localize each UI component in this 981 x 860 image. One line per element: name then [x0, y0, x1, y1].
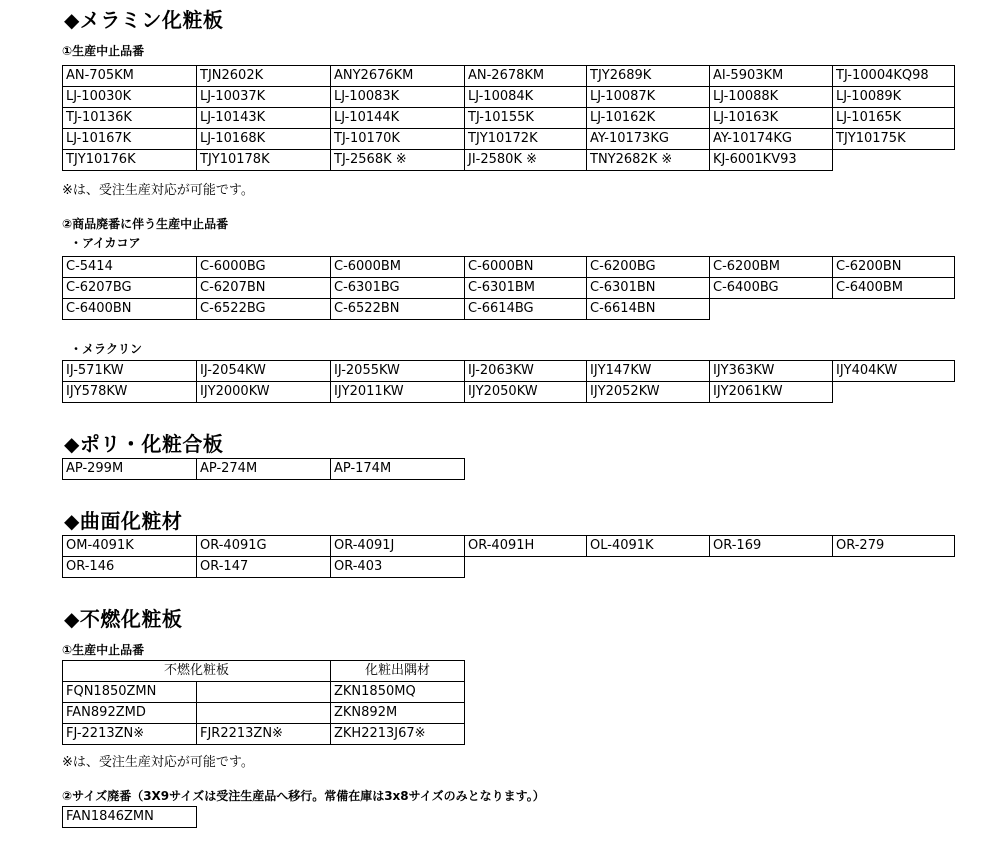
empty-cell: [465, 557, 587, 578]
empty-cell: [710, 557, 833, 578]
meraclean-table: [62, 360, 955, 403]
product-code-cell: C-6301BM: [465, 278, 587, 299]
product-code-cell: C-6207BN: [197, 278, 331, 299]
product-code-cell: AP-274M: [197, 459, 331, 480]
product-code-cell: IJY578KW: [63, 382, 197, 403]
table-row: [63, 150, 955, 171]
product-code-cell: C-6614BG: [465, 299, 587, 320]
product-code-cell: AY-10174KG: [710, 129, 833, 150]
product-code-cell: AP-299M: [63, 459, 197, 480]
product-code-cell: TJY10178K: [197, 150, 331, 171]
nonflammable-discontinued-subtitle: ①生産中止品番: [62, 643, 145, 657]
product-code-cell: FQN1850ZMN: [63, 682, 197, 703]
product-code-cell: IJY363KW: [710, 361, 833, 382]
table-row: [63, 557, 955, 578]
product-code-cell: ZKN892M: [331, 703, 465, 724]
product-code-cell: TJ-10170K: [331, 129, 465, 150]
product-code-cell: OR-403: [331, 557, 465, 578]
product-code-cell: IJY2050KW: [465, 382, 587, 403]
product-code-cell: LJ-10167K: [63, 129, 197, 150]
product-code-cell: TJY10172K: [465, 129, 587, 150]
product-code-cell: IJY2000KW: [197, 382, 331, 403]
product-code-cell: OR-146: [63, 557, 197, 578]
product-code-cell: FAN1846ZMN: [63, 807, 197, 828]
product-code-cell: LJ-10084K: [465, 87, 587, 108]
product-code-cell: TJY10175K: [833, 129, 955, 150]
table-row: [63, 257, 955, 278]
product-code-cell: C-6400BG: [710, 278, 833, 299]
product-code-cell: TJN2602K: [197, 66, 331, 87]
nonflammable-made-to-order-note: ※は、受注生産対応が可能です。: [62, 755, 254, 770]
product-code-cell: FAN892ZMD: [63, 703, 197, 724]
table-row: [63, 382, 955, 403]
product-code-cell: ZKN1850MQ: [331, 682, 465, 703]
curved-section-title: ◆曲面化粧材: [64, 509, 183, 533]
product-discontinued-subtitle: ②商品廃番に伴う生産中止品番: [62, 217, 229, 231]
product-code-cell: IJ-2055KW: [331, 361, 465, 382]
product-code-cell: FJ-2213ZN※: [63, 724, 197, 745]
product-code-cell: IJ-2063KW: [465, 361, 587, 382]
table-row: [63, 703, 465, 724]
product-code-cell: OR-279: [833, 536, 955, 557]
product-code-cell: IJY404KW: [833, 361, 955, 382]
product-code-cell: TJ-10004KQ98: [833, 66, 955, 87]
product-code-cell: FJR2213ZN※: [197, 724, 331, 745]
product-code-cell: OR-4091H: [465, 536, 587, 557]
product-code-cell: OR-169: [710, 536, 833, 557]
product-code-cell: AN-2678KM: [465, 66, 587, 87]
table-row: [63, 807, 197, 828]
product-code-cell: LJ-10037K: [197, 87, 331, 108]
product-code-cell: C-6522BN: [331, 299, 465, 320]
table-row: [63, 459, 465, 480]
nonflammable-header-row: [63, 661, 465, 682]
size-discontinued-table: [62, 806, 197, 828]
product-code-cell: LJ-10083K: [331, 87, 465, 108]
aica-core-label: ・アイカコア: [70, 236, 141, 250]
table-row: [63, 724, 465, 745]
product-code-cell: LJ-10165K: [833, 108, 955, 129]
meraclean-label: ・メラクリン: [70, 342, 143, 356]
nonflammable-table: [62, 660, 465, 745]
melamine-made-to-order-note: ※は、受注生産対応が可能です。: [62, 183, 254, 198]
table-row: [63, 536, 955, 557]
empty-cell: [833, 557, 955, 578]
product-code-cell: OR-147: [197, 557, 331, 578]
product-code-cell: C-6614BN: [587, 299, 710, 320]
product-code-cell: C-6000BN: [465, 257, 587, 278]
product-code-cell: OR-4091J: [331, 536, 465, 557]
empty-cell: [833, 299, 955, 320]
product-code-cell: AY-10173KG: [587, 129, 710, 150]
product-code-cell: TJY2689K: [587, 66, 710, 87]
product-code-cell: [197, 703, 331, 724]
aica-core-table: [62, 256, 955, 320]
product-code-cell: [197, 682, 331, 703]
product-code-cell: TJY10176K: [63, 150, 197, 171]
empty-cell: [833, 150, 955, 171]
product-code-cell: C-6301BG: [331, 278, 465, 299]
product-code-cell: IJY2011KW: [331, 382, 465, 403]
product-code-cell: TNY2682K ※: [587, 150, 710, 171]
table-row: [63, 108, 955, 129]
product-code-cell: C-6200BN: [833, 257, 955, 278]
header-corner-trim: 化粧出隅材: [331, 661, 465, 682]
product-code-cell: C-6207BG: [63, 278, 197, 299]
product-code-cell: TJ-10155K: [465, 108, 587, 129]
product-code-cell: IJ-2054KW: [197, 361, 331, 382]
product-code-cell: KJ-6001KV93: [710, 150, 833, 171]
table-row: [63, 66, 955, 87]
product-code-cell: JI-2580K ※: [465, 150, 587, 171]
table-row: [63, 129, 955, 150]
product-code-cell: IJY2052KW: [587, 382, 710, 403]
product-code-cell: LJ-10143K: [197, 108, 331, 129]
product-code-cell: LJ-10144K: [331, 108, 465, 129]
product-code-cell: LJ-10030K: [63, 87, 197, 108]
product-code-cell: AI-5903KM: [710, 66, 833, 87]
table-row: [63, 278, 955, 299]
product-code-cell: C-6000BM: [331, 257, 465, 278]
product-code-cell: LJ-10162K: [587, 108, 710, 129]
empty-cell: [587, 557, 710, 578]
product-code-cell: LJ-10087K: [587, 87, 710, 108]
melamine-discontinued-subtitle: ①生産中止品番: [62, 44, 145, 58]
empty-cell: [710, 299, 833, 320]
size-discontinued-subtitle: ②サイズ廃番（3X9サイズは受注生産品へ移行。常備在庫は3x8サイズのみとなります。）: [62, 789, 545, 803]
product-code-cell: C-6400BN: [63, 299, 197, 320]
product-code-cell: IJY2061KW: [710, 382, 833, 403]
melamine-discontinued-table: [62, 65, 955, 171]
melamine-section-title: ◆メラミン化粧板: [64, 8, 224, 32]
product-code-cell: LJ-10088K: [710, 87, 833, 108]
product-code-cell: C-6200BG: [587, 257, 710, 278]
product-code-cell: ANY2676KM: [331, 66, 465, 87]
product-code-cell: C-6000BG: [197, 257, 331, 278]
product-code-cell: C-5414: [63, 257, 197, 278]
product-code-cell: AP-174M: [331, 459, 465, 480]
nonflammable-section-title: ◆不燃化粧板: [64, 607, 183, 631]
poly-table: [62, 458, 465, 480]
product-code-cell: TJ-2568K ※: [331, 150, 465, 171]
product-code-cell: TJ-10136K: [63, 108, 197, 129]
table-row: [63, 87, 955, 108]
poly-section-title: ◆ポリ・化粧合板: [64, 432, 224, 456]
product-code-cell: C-6200BM: [710, 257, 833, 278]
product-code-cell: LJ-10163K: [710, 108, 833, 129]
product-code-cell: IJY147KW: [587, 361, 710, 382]
product-code-cell: ZKH2213J67※: [331, 724, 465, 745]
empty-cell: [833, 382, 955, 403]
product-code-cell: C-6522BG: [197, 299, 331, 320]
table-row: [63, 682, 465, 703]
product-code-cell: OR-4091G: [197, 536, 331, 557]
product-code-cell: LJ-10089K: [833, 87, 955, 108]
product-code-cell: AN-705KM: [63, 66, 197, 87]
product-code-cell: IJ-571KW: [63, 361, 197, 382]
curved-table: [62, 535, 955, 578]
product-code-cell: LJ-10168K: [197, 129, 331, 150]
product-code-cell: OM-4091K: [63, 536, 197, 557]
product-code-cell: OL-4091K: [587, 536, 710, 557]
table-row: [63, 361, 955, 382]
table-row: [63, 299, 955, 320]
product-code-cell: C-6400BM: [833, 278, 955, 299]
header-nonflammable-board: 不燃化粧板: [63, 661, 331, 682]
product-code-cell: C-6301BN: [587, 278, 710, 299]
